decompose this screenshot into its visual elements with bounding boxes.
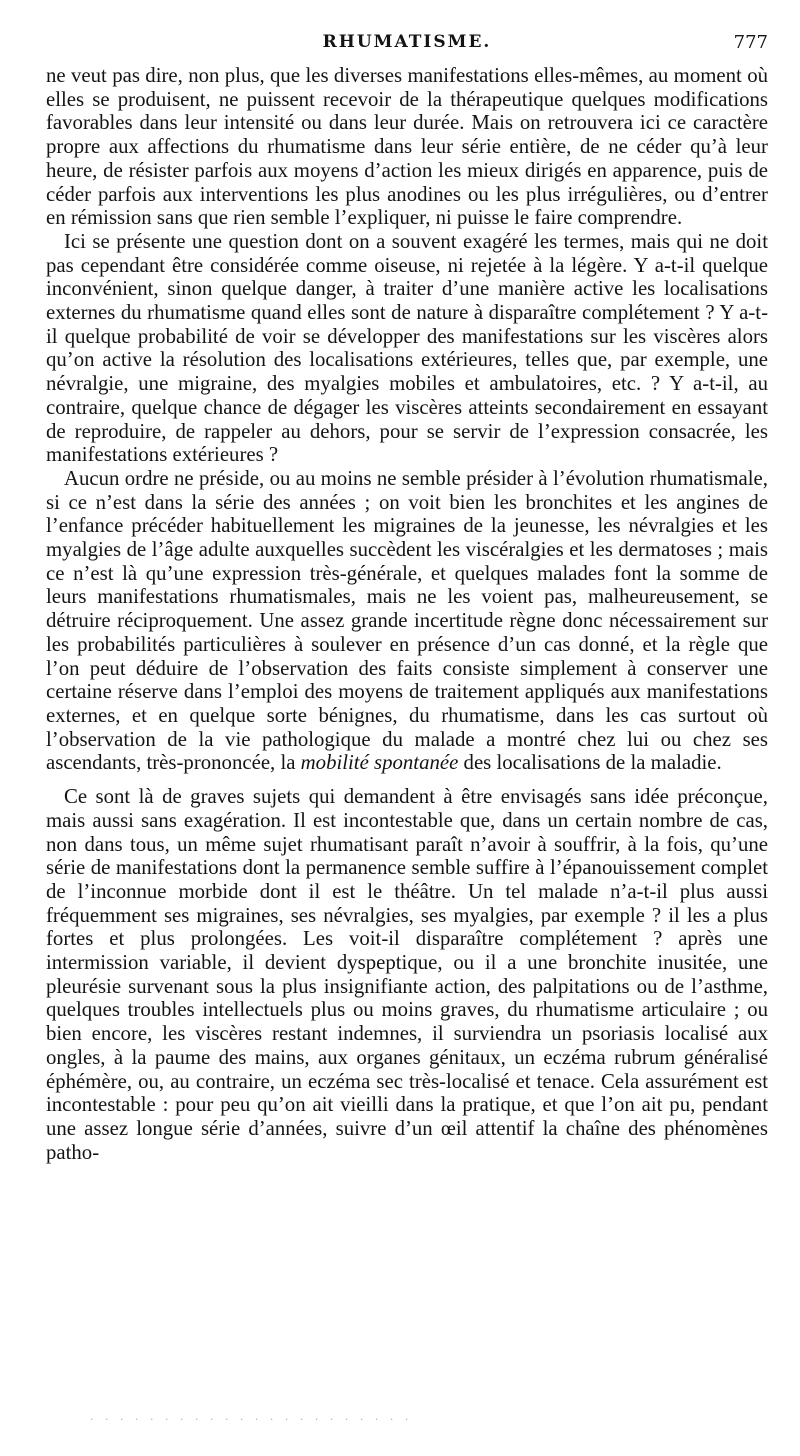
paragraph-2: Ici se présente une question dont on a souvent exagéré les termes, mais qui ne doit pas cependant être considérée comme oiseuse, ni rejetée à la légère. Y a-t-il quelque inconvénient, sinon quelque danger, à traiter d’une manière active les localisations externes du rhumatisme quand elles sont de nature à disparaître complétement ? Y a-t-il quelque probabilité de voir se développer des manifestations sur les viscères alors qu’on active la résolution des localisations extérieures, telles que, par exemple, une névralgie, une migraine, des myalgies mobiles et ambulatoires, etc. ? Y a-t-il, au contraire, quelque chance de dégager les viscères atteints secondairement en essayant de reproduire, de rappeler au dehors, pour se servir de l’expression consacrée, les manifestations extérieures ? [46, 229, 768, 467]
paragraph-3-text-after: des localisations de la maladie. [458, 751, 722, 775]
paragraph-3 [46, 467, 768, 775]
running-title: RHUMATISME. [322, 32, 492, 52]
page-header [46, 24, 768, 64]
page-number: 777 [733, 32, 768, 53]
paragraph-1: ne veut pas dire, non plus, que les diverses manifestations elles-mêmes, au moment où elles se produisent, ne puissent recevoir de la thérapeutique quelques modifications favorables dans leur intensité ou dans leur durée. Mais on retrouvera ici ce caractère propre aux affections du rhumatisme dans leur série entière, de ne céder qu’à leur heure, de résister parfois aux moyens d’action les mieux dirigés en apparence, puis de céder parfois aux interventions les plus anodines ou les plus irrégulières, ou d’entrer en rémission sans que rien semble l’expliquer, ni puisse le faire comprendre. [46, 64, 768, 230]
paragraph-4: Ce sont là de graves sujets qui demandent à être envisagés sans idée préconçue, mais aussi sans exagération. Il est incontestable que, dans un certain nombre de cas, non dans tous, un même sujet rhumatisant paraît n’avoir à souffrir, à la fois, qu’une série de manifestations dont la permanence semble suffire à l’épanouissement complet de l’inconnue morbide dont il est le théâtre. Un tel malade n’a-t-il plus aussi fréquemment ses migraines, ses névralgies, ses myalgies, par exemple ? il les a plus fortes et plus prolongées. Les voit-il disparaître complétement ? après une intermission variable, il devient dyspeptique, ou il a une bronchite inusitée, une pleurésie survenant sous la plus insignifiante action, des palpitations ou de l’asthme, quelques troubles intellectuels plus ou moins graves, du rhumatisme articulaire ; ou bien encore, les viscères restant indemnes, il surviendra un psoriasis localisé aux ongles, à la paume des mains, aux organes génitaux, un eczéma rubrum généralisé éphémère, ou, au contraire, un eczéma sec très-localisé et tenace. Cela assurément est incontestable : pour peu qu’on ait vieilli dans la pratique, et que l’on ait pu, pendant une assez longue série d’années, suivre d’un œil attentif la chaîne des phénomènes patho- [46, 785, 768, 1164]
scan-speckle-marks: · · · · · · · · · · · · · · · · · · · · · · [90, 1413, 413, 1426]
italic-emphasis: mobilité spontanée [300, 751, 459, 775]
body-text [46, 64, 768, 1164]
paragraph-3-text-before: Aucun ordre ne préside, ou au moins ne semble présider à l’évolution rhumatismale, si ce n’est dans la série des années ; on voit bien les bronchites et les angines de l’enfance précéder habituellement les migraines de la jeunesse, les névralgies et les myalgies de l’âge adulte auxquelles succèdent les viscéralgies et les dermatoses ; mais ce n’est là qu’une expression très-générale, et quelques malades font la somme de leurs manifestations rhumatismales, mais ne les voient pas, malheureusement, se détruire réciproquement. Une assez grande incertitude règne donc nécessairement sur les probabilités particulières à soulever en présence d’un cas donné, et la règle que l’on peut déduire de l’observation des faits consiste simplement à conserver une certaine réserve dans l’emploi des moyens de traitement appliqués aux manifestations externes, et en quelque sorte bénignes, du rhumatisme, dans les cas surtout où l’observation de la vie pathologique du malade a montré chez lui ou chez ses ascendants, très-prononcée, la [46, 466, 768, 775]
